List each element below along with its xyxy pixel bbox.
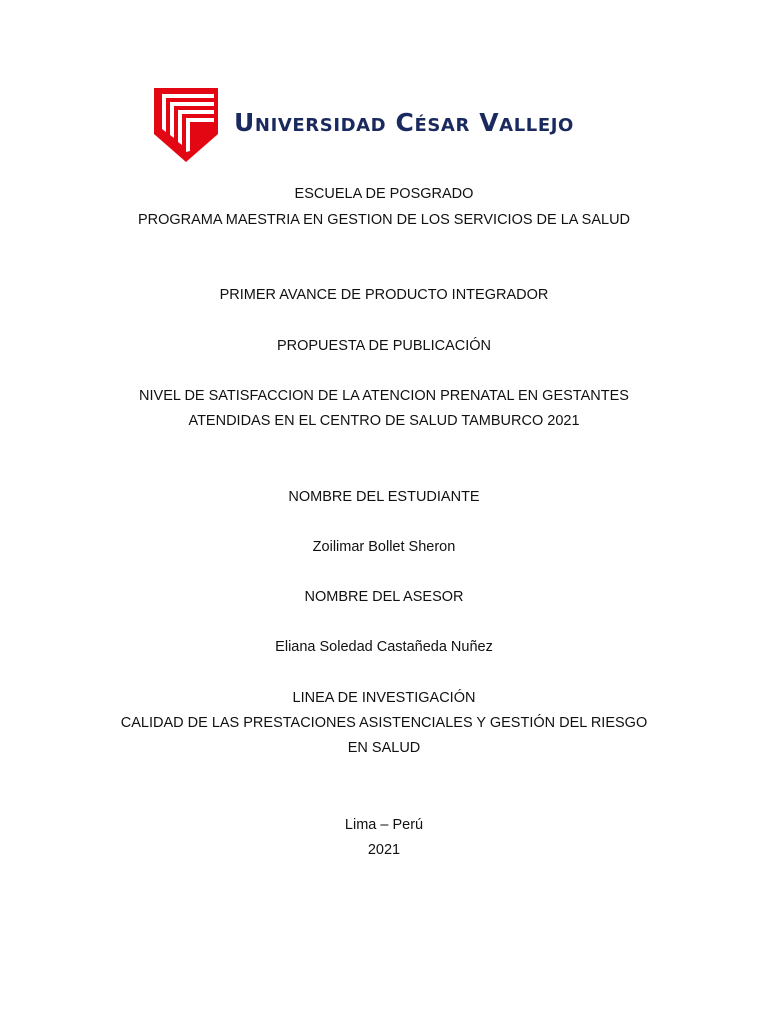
program-name: PROGRAMA MAESTRIA EN GESTION DE LOS SERVICIOS DE LA SALUD: [137, 212, 631, 228]
school-name: ESCUELA DE POSGRADO: [294, 186, 474, 202]
proposal-label: PROPUESTA DE PUBLICACIÓN: [276, 338, 492, 354]
advisor-name: Eliana Soledad Castañeda Nuñez: [275, 639, 493, 655]
student-name: Zoilimar Bollet Sheron: [312, 539, 456, 555]
research-line-label: LINEA DE INVESTIGACIÓN: [292, 690, 476, 706]
thesis-title-line-2: ATENDIDAS EN EL CENTRO DE SALUD TAMBURCO 2021: [188, 413, 580, 429]
research-line-text-1: CALIDAD DE LAS PRESTACIONES ASISTENCIALES Y GESTIÓN DEL RIESGO: [120, 715, 648, 731]
student-label: NOMBRE DEL ESTUDIANTE: [288, 489, 480, 505]
location: Lima – Perú: [344, 817, 424, 833]
research-line-text-2: EN SALUD: [347, 740, 421, 756]
university-logo: [152, 86, 642, 164]
university-shield-icon: [152, 86, 222, 164]
advisor-label: NOMBRE DEL ASESOR: [304, 589, 464, 605]
thesis-title-line-1: NIVEL DE SATISFACCION DE LA ATENCION PRENATAL EN GESTANTES: [139, 388, 629, 404]
year: 2021: [367, 842, 401, 858]
document-type: PRIMER AVANCE DE PRODUCTO INTEGRADOR: [219, 287, 549, 303]
university-name: Universidad César Vallejo: [234, 108, 574, 137]
